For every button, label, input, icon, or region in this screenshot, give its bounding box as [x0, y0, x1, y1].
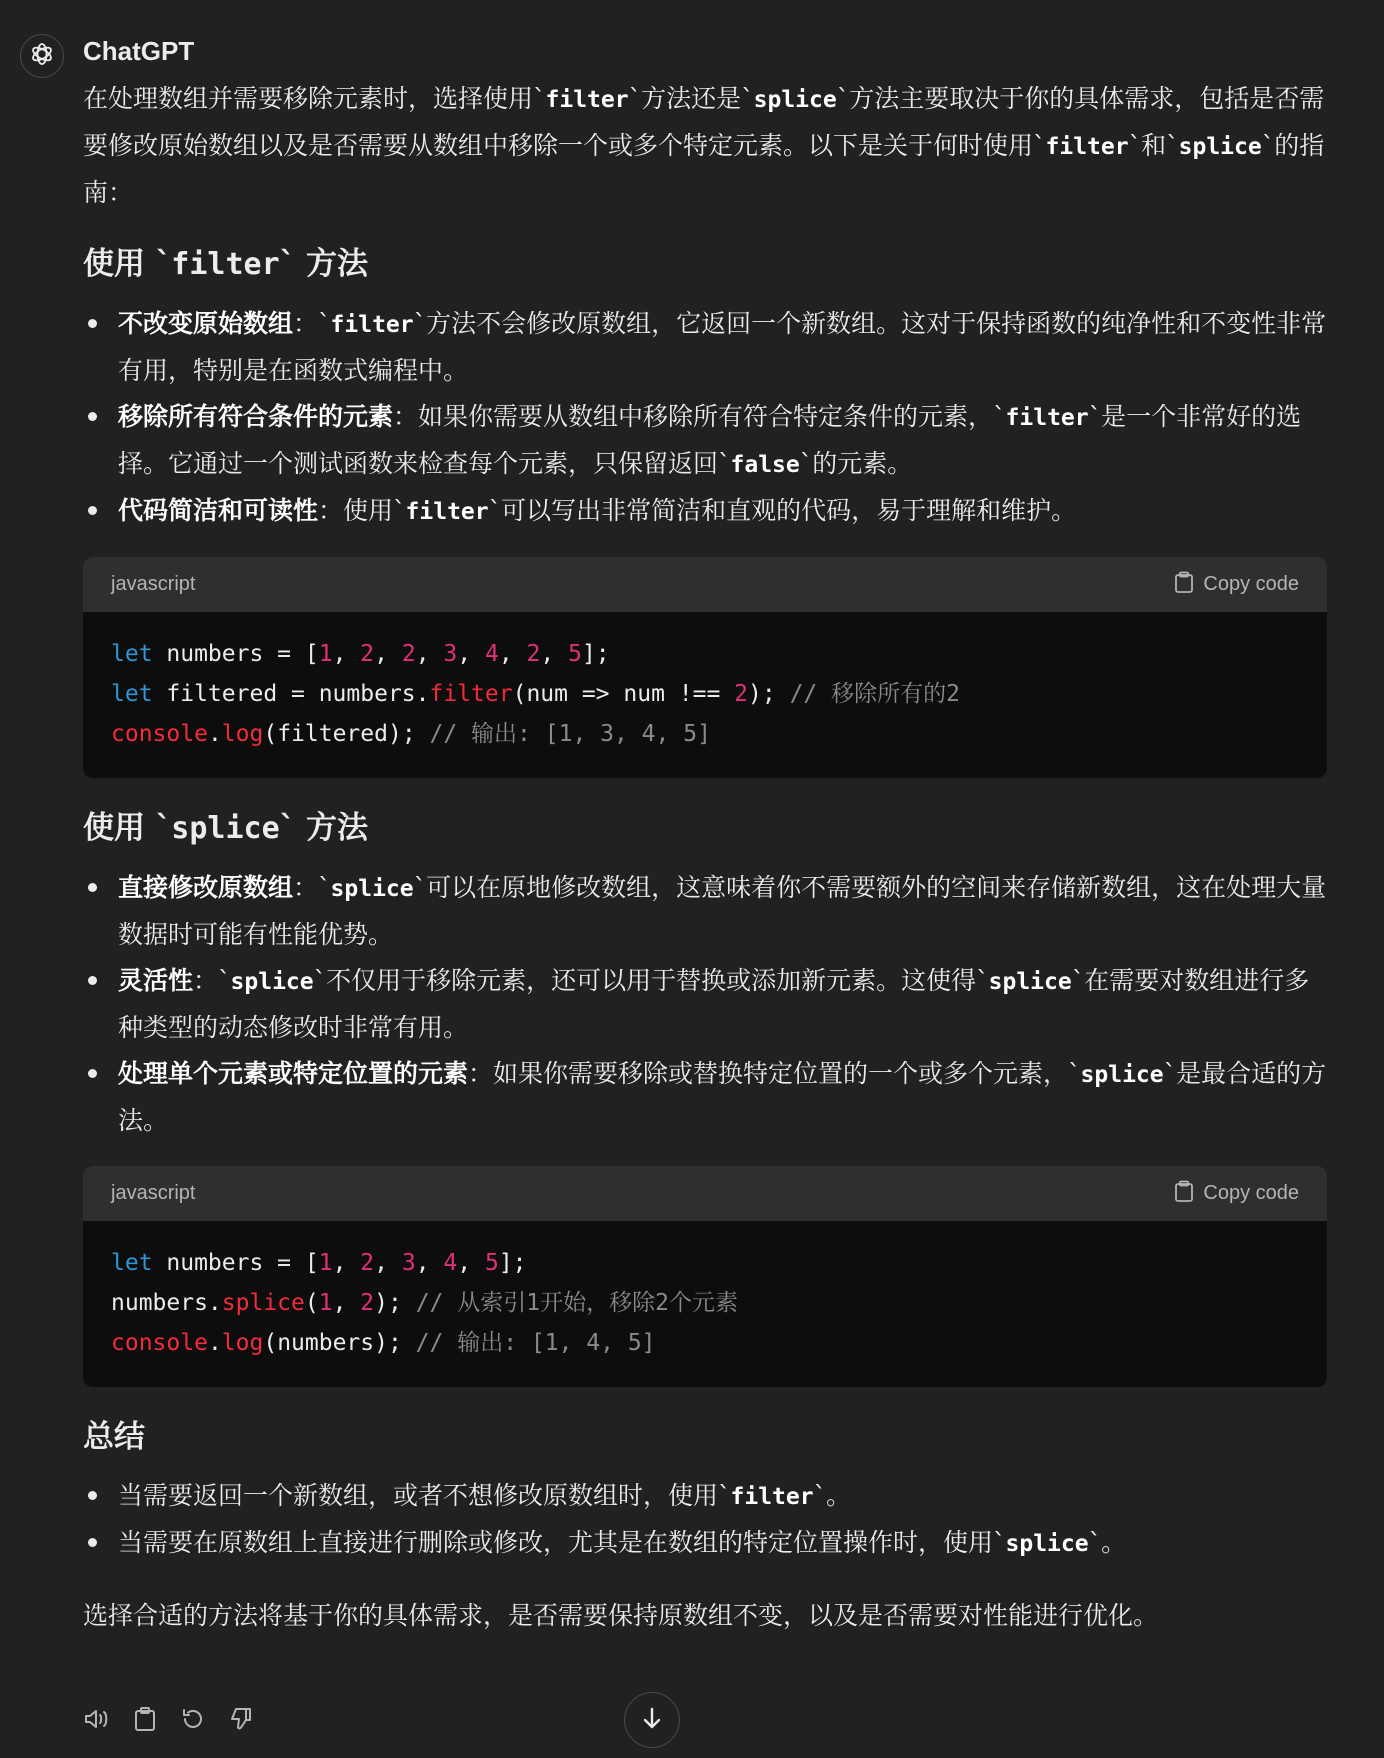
code-line: console.log(numbers); // 输出: [1, 4, 5]	[111, 1330, 656, 1356]
copy-code-button[interactable]	[1174, 1180, 1299, 1208]
list-item: 当需要在原数组上直接进行删除或修改，尤其是在数组的特定位置操作时，使用`splice`。	[83, 1520, 1328, 1567]
arrow-down-icon	[640, 1706, 664, 1734]
code-line: let filtered = numbers.filter(num => num !== 2); // 移除所有的2	[111, 681, 960, 707]
copy-code-button[interactable]	[1174, 571, 1299, 599]
list-item: 代码简洁和可读性：使用`filter`可以写出非常简洁和直观的代码，易于理解和维护。	[83, 488, 1328, 535]
copy-icon[interactable]	[131, 1705, 159, 1733]
splice-list	[83, 865, 1328, 1144]
code-body	[83, 612, 1327, 778]
intro-paragraph: 在处理数组并需要移除元素时，选择使用`filter`方法还是`splice`方法主要取决于你的具体需求，包括是否需要修改原始数组以及是否需要从数组中移除一个或多个特定元素。以下是关于何时使用`filter`和`splice`的指南：	[83, 84, 1325, 207]
read-aloud-icon[interactable]	[83, 1705, 111, 1733]
summary-heading: 总结	[83, 1419, 145, 1455]
avatar	[20, 34, 64, 78]
list-item: 不改变原始数组：`filter`方法不会修改原数组，它返回一个新数组。这对于保持函数的纯净性和不变性非常有用，特别是在函数式编程中。	[83, 301, 1328, 394]
list-item: 移除所有符合条件的元素：如果你需要从数组中移除所有符合特定条件的元素，`filter`是一个非常好的选择。它通过一个测试函数来检查每个元素，只保留返回`false`的元素。	[83, 394, 1328, 488]
copy-code-label: Copy code	[1203, 1182, 1299, 1204]
conclusion-paragraph: 选择合适的方法将基于你的具体需求，是否需要保持原数组不变，以及是否需要对性能进行优化。	[83, 1601, 1159, 1630]
code-body	[83, 1221, 1327, 1387]
openai-logo-icon	[29, 41, 55, 71]
code-line: numbers.splice(1, 2); // 从索引1开始，移除2个元素	[111, 1290, 738, 1316]
list-item: 灵活性：`splice`不仅用于移除元素，还可以用于替换或添加新元素。这使得`splice`在需要对数组进行多种类型的动态修改时非常有用。	[83, 958, 1328, 1051]
clipboard-icon	[1174, 571, 1194, 599]
copy-code-label: Copy code	[1203, 573, 1299, 595]
message-content	[83, 76, 1328, 1639]
code-block-filter	[83, 557, 1327, 778]
author-name: ChatGPT	[83, 36, 195, 66]
code-block-splice	[83, 1166, 1327, 1387]
filter-list	[83, 301, 1328, 535]
list-item: 处理单个元素或特定位置的元素：如果你需要移除或替换特定位置的一个或多个元素，`splice`是最合适的方法。	[83, 1051, 1328, 1144]
code-line: let numbers = [1, 2, 3, 4, 5];	[111, 1250, 527, 1276]
clipboard-icon	[1174, 1180, 1194, 1208]
code-header	[83, 1166, 1327, 1221]
code-header	[83, 557, 1327, 612]
code-language: javascript	[111, 573, 196, 595]
thumbs-down-icon[interactable]	[227, 1705, 255, 1733]
list-item: 当需要返回一个新数组，或者不想修改原数组时，使用`filter`。	[83, 1473, 1328, 1520]
regenerate-icon[interactable]	[179, 1705, 207, 1733]
code-line: console.log(filtered); // 输出: [1, 3, 4, 5]	[111, 721, 711, 747]
summary-list	[83, 1473, 1328, 1567]
message-actions	[83, 1705, 255, 1733]
list-item: 直接修改原数组：`splice`可以在原地修改数组，这意味着你不需要额外的空间来存储新数组，这在处理大量数据时可能有性能优势。	[83, 865, 1328, 958]
code-line: let numbers = [1, 2, 2, 3, 4, 2, 5];	[111, 641, 610, 667]
filter-heading: 使用 `filter` 方法	[83, 246, 368, 282]
splice-heading: 使用 `splice` 方法	[83, 810, 368, 846]
code-language: javascript	[111, 1182, 196, 1204]
scroll-down-button[interactable]	[624, 1692, 680, 1748]
